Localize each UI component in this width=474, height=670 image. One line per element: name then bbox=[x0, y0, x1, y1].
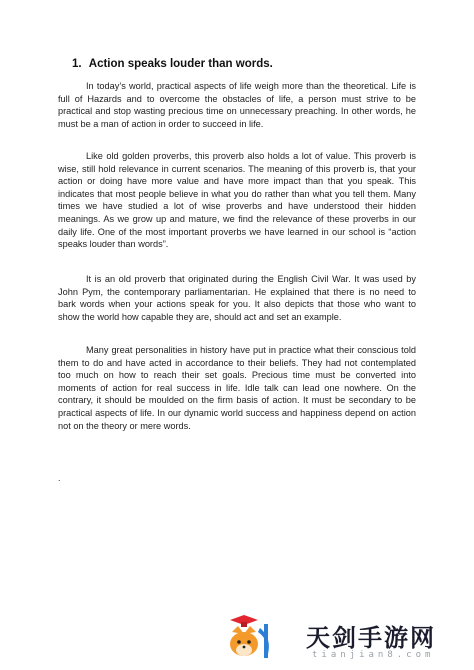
paragraph-3: It is an old proverb that originated during the English Civil War. It was used by John Pym, the contemporary parliamentarian. He explained that there is no need to bark words when your actions speak for you. It also depicts that those who want to show the world how capable they are, should act and set an example. bbox=[58, 274, 416, 322]
stray-mark: . bbox=[58, 473, 61, 483]
watermark-subtitle: tianjian8.com bbox=[312, 650, 435, 660]
paragraph-4: Many great personalities in history have put in practice what their conscious told them to do and have acted in accordance to their beliefs. They had not contemplated too much on how to reach their set goals. Precious time must be converted into moments of action for real success in life. Idle talk can lead one nowhere. On the contrary, it should be moulded on the firm basis of action. It must be secondary to be practical aspects of life. In our dynamic world success and happiness depend on action not on the theory or mere words. bbox=[58, 345, 416, 431]
heading-text: Action speaks louder than words. bbox=[88, 58, 273, 70]
site-watermark bbox=[220, 608, 470, 668]
section-heading bbox=[72, 58, 432, 70]
heading-number: 1. bbox=[72, 58, 82, 70]
paragraph-2: Like old golden proverbs, this proverb also holds a lot of value. This proverb is wise, still hold relevance in current scenarios. The meaning of this proverb is, that your action or doing have more value and have more impact than that you speak. This indicates that most people believe in what you do rather than what you tell them. Many times we have studied a lot of wise proverbs and have understood their hidden meanings. As we grow up and mature, we find the relevance of these proverbs in our daily life. One of the most important proverbs we have learned in our school is “action speaks louder than words”. bbox=[58, 151, 416, 250]
fox-mascot-icon bbox=[224, 610, 280, 666]
paragraph-1: In today’s world, practical aspects of life weigh more than the theoretical. Life is full of Hazards and to overcome the obstacles of life, a person must strive to be practical and stop wasting precious time on unnecessary preaching. In other words, he must be a man of action in order to succeed in life. bbox=[58, 81, 416, 129]
watermark-title: 天剑手游网 bbox=[306, 624, 436, 652]
